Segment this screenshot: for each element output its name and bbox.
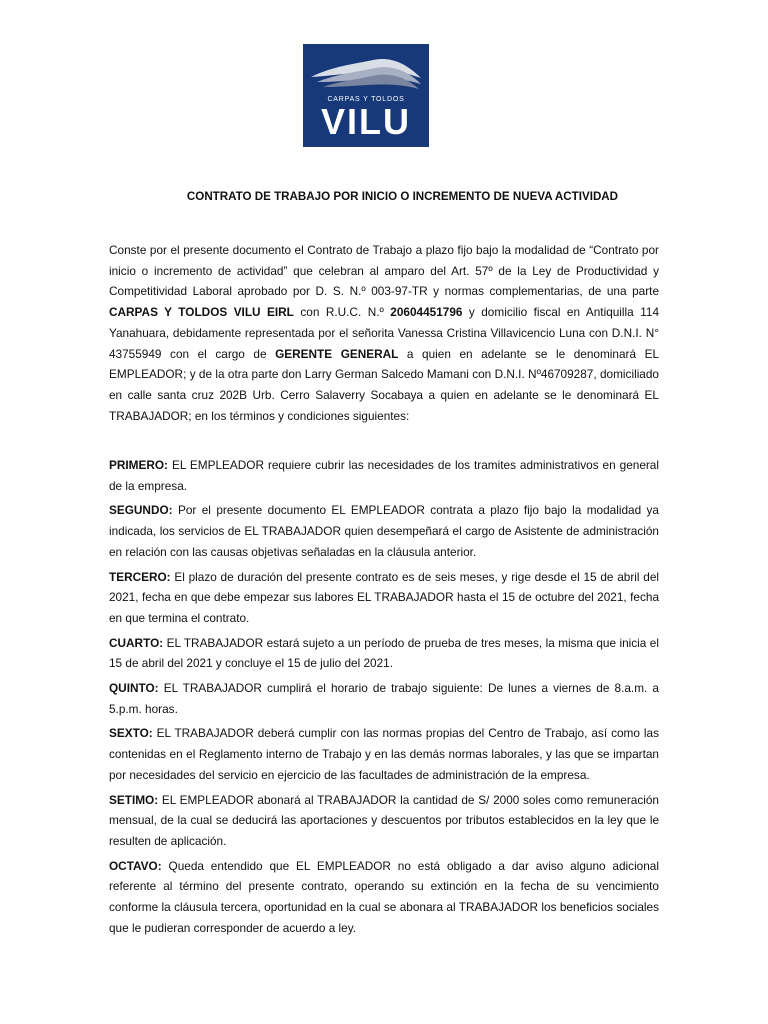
clause-label: SEXTO: bbox=[109, 726, 153, 741]
company-name: CARPAS Y TOLDOS VILU EIRL bbox=[109, 305, 294, 320]
clause-label: OCTAVO: bbox=[109, 858, 162, 873]
clause-setimo bbox=[109, 790, 659, 852]
intro-paragraph bbox=[109, 240, 659, 426]
clause-label: PRIMERO: bbox=[109, 458, 168, 472]
clause-text: EL TRABAJADOR estará sujeto a un período de prueba de tres meses, la misma que inicia el 15 de abril del 2021 y concluye el 15 de julio del 2021. bbox=[109, 635, 659, 671]
clause-text: EL TRABAJADOR cumplirá el horario de trabajo siguiente: De lunes a viernes de 8.a.m. a 5.p.m. horas. bbox=[109, 681, 659, 716]
clause-sexto bbox=[109, 723, 659, 785]
clause-label: SETIMO: bbox=[109, 792, 159, 807]
clause-text: EL TRABAJADOR deberá cumplir con las normas propias del Centro de Trabajo, así como las contenidas en el Reglamento interno de Trabajo y en las demás normas laborales, y las que se impartan por necesidades del servicio en ejercicio de las facultades de administración de la empresa. bbox=[109, 726, 659, 782]
clause-cuarto bbox=[109, 633, 659, 674]
clause-label: QUINTO: bbox=[109, 681, 159, 696]
clause-text: EL EMPLEADOR requiere cubrir las necesidades de los tramites administrativos en general de la empresa. bbox=[109, 458, 659, 493]
intro-text-2: con R.U.C. N.º bbox=[293, 305, 391, 320]
logo-subtitle: CARPAS Y TOLDOS bbox=[327, 96, 405, 103]
document-title: CONTRATO DE TRABAJO POR INICIO O INCREMENTO DE NUEVA ACTIVIDAD bbox=[186, 190, 619, 203]
clause-primero bbox=[109, 455, 659, 496]
clause-label: TERCERO: bbox=[109, 569, 171, 584]
intro-text-3: y domicilio fiscal en Antiquilla 114 Yanahuara, debidamente representada por el señorita Vanessa Cristina Villavicencio Luna con D.N.I. N° 43755949 con el cargo de bbox=[109, 305, 659, 361]
clause-label: SEGUNDO: bbox=[109, 503, 173, 518]
clause-quinto bbox=[109, 678, 659, 719]
logo-name: VILU bbox=[320, 101, 411, 142]
intro-text-4: a quien en adelante se le denominará EL EMPLEADOR; y de la otra parte don Larry German Salcedo Mamani con D.N.I. Nº46709287, domiciliado en calle santa cruz 202B Urb. Cerro Salaverry Socabaya a quien en adelante se le denominará EL TRABAJADOR; en los términos y condiciones siguientes: bbox=[109, 346, 660, 423]
clauses-list bbox=[109, 455, 659, 942]
clause-octavo bbox=[109, 856, 659, 939]
clause-text: Queda entendido que EL EMPLEADOR no está obligado a dar aviso alguno adicional referente al término del presente contrato, operando su extinción en la fecha de su vencimiento conforme la cláusula tercera, oportunidad en la cual se abonara al TRABAJADOR los beneficios sociales que le pudieran corresponder de acuerdo a ley. bbox=[109, 858, 659, 935]
clause-text: El plazo de duración del presente contrato es de seis meses, y rige desde el 15 de abril del 2021, fecha en que debe empezar sus labores EL TRABAJADOR hasta el 15 de octubre del 2021, fecha en que termina el contrato. bbox=[109, 569, 659, 625]
clause-tercero bbox=[109, 567, 659, 629]
clause-text: EL EMPLEADOR abonará al TRABAJADOR la cantidad de S/ 2000 soles como remuneración mensual, de la cual se deducirá las aportaciones y descuentos por tributos establecidos en la ley que le resulten de aplicación. bbox=[109, 792, 659, 848]
job-position: GERENTE GENERAL bbox=[275, 346, 399, 361]
clause-segundo bbox=[109, 500, 659, 562]
clause-text: Por el presente documento EL EMPLEADOR contrata a plazo fijo bajo la modalidad ya indicada, los servicios de EL TRABAJADOR quien desempeñará el cargo de Asistente de administración en relación con las causas objetivas señaladas en la cláusula anterior. bbox=[109, 503, 659, 559]
company-logo bbox=[303, 44, 429, 147]
intro-text-1: Conste por el presente documento el Contrato de Trabajo a plazo fijo bajo la modalidad de “Contrato por inicio o incremento de actividad” que celebran al amparo del Art. 57º de la Ley de Productividad y Competitividad Laboral aprobado por D. S. N.º 003-97-TR y normas complementarias, de una parte bbox=[109, 243, 659, 299]
clause-label: CUARTO: bbox=[109, 635, 164, 650]
ruc-number: 20604451796 bbox=[390, 305, 463, 320]
